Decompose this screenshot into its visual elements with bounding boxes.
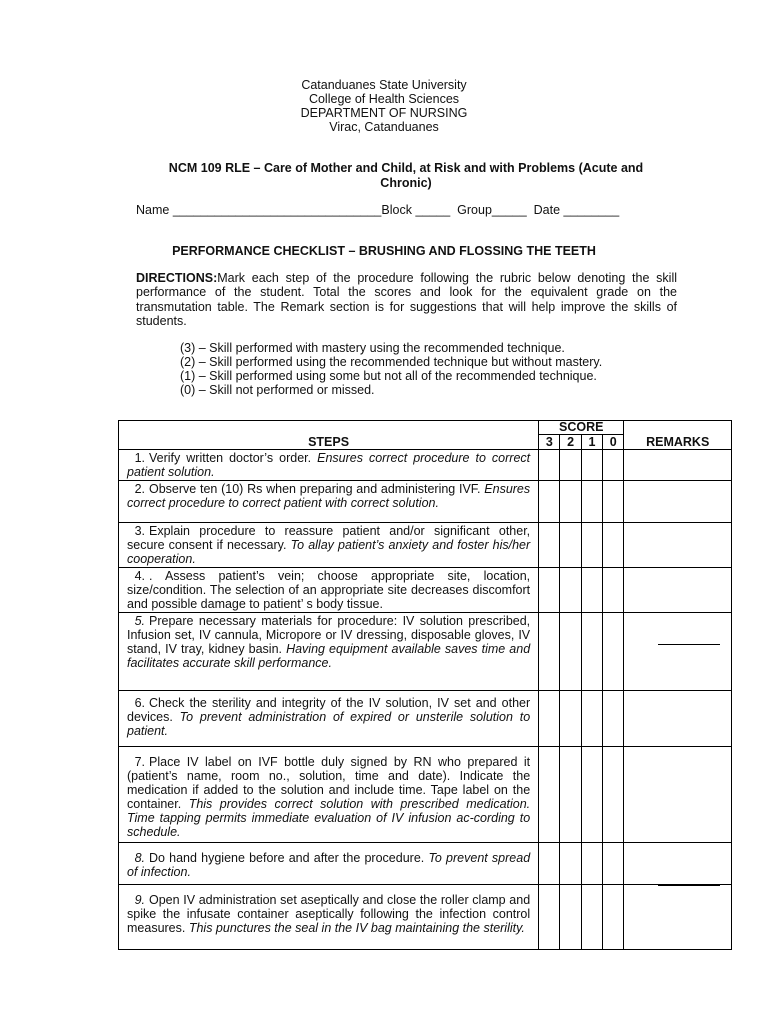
step-text: Observe ten (10) Rs when preparing and administering IVF.: [149, 482, 481, 496]
score-cell-2[interactable]: [560, 450, 581, 481]
step-text: Open IV administration set aseptically and close the roller clamp and spike the infusate container aseptically following the infection control measures.: [127, 893, 531, 935]
score-cell-3[interactable]: [539, 523, 560, 568]
score-cell-2[interactable]: [560, 885, 581, 950]
group-field[interactable]: _____: [491, 203, 527, 217]
checklist-title: PERFORMANCE CHECKLIST – BRUSHING AND FLOSSING THE TEETH: [172, 244, 596, 258]
remarks-cell[interactable]: [624, 523, 732, 568]
table-row: [119, 481, 732, 523]
score-cell-2[interactable]: [560, 747, 581, 843]
date-field[interactable]: ________: [563, 203, 620, 217]
remarks-underline: [658, 885, 720, 886]
remarks-cell[interactable]: [624, 568, 732, 613]
score-cell-0[interactable]: [603, 691, 624, 747]
remarks-cell[interactable]: [624, 481, 732, 523]
step-cell: [119, 691, 539, 747]
date-label: Date: [533, 203, 561, 217]
remarks-cell[interactable]: [624, 843, 732, 885]
score-cell-3[interactable]: [539, 885, 560, 950]
remarks-cell[interactable]: [624, 613, 732, 691]
score-level-1: 1: [581, 435, 602, 450]
score-cell-1[interactable]: [581, 691, 602, 747]
block-field[interactable]: _____: [415, 203, 451, 217]
steps-header: STEPS: [119, 421, 539, 450]
table-row: [119, 523, 732, 568]
score-cell-2[interactable]: [560, 691, 581, 747]
student-info-line: [136, 203, 619, 217]
score-cell-3[interactable]: [539, 481, 560, 523]
document-header: [0, 78, 768, 134]
course-title-line-1: NCM 109 RLE – Care of Mother and Child, at Risk and with Problems (Acute and: [168, 161, 644, 175]
step-number: 8.: [134, 851, 145, 865]
table-row: [119, 843, 732, 885]
score-cell-1[interactable]: [581, 747, 602, 843]
score-cell-0[interactable]: [603, 523, 624, 568]
step-rationale: Having equipment available saves time and facilitates accurate skill performance.: [127, 642, 531, 670]
step-number: 3.: [134, 524, 145, 538]
course-title-line-2: Chronic): [380, 175, 432, 190]
course-title: [136, 161, 676, 190]
step-cell: [119, 523, 539, 568]
score-cell-0[interactable]: [603, 613, 624, 691]
step-cell: [119, 481, 539, 523]
step-rationale: To prevent administration of expired or unsterile solution to patient.: [127, 710, 531, 738]
score-cell-3[interactable]: [539, 613, 560, 691]
scoring-rubric: [180, 341, 602, 397]
step-text: Prepare necessary materials for procedure: IV solution prescribed, Infusion set, IV cannula, Micropore or IV dressing, disposable gloves, IV stand, IV tray, kidney basin.: [127, 614, 531, 656]
step-cell: [119, 613, 539, 691]
department-name: DEPARTMENT OF NURSING: [300, 106, 468, 120]
university-name: Catanduanes State University: [301, 78, 467, 92]
step-number: 1.: [134, 451, 145, 465]
score-cell-0[interactable]: [603, 843, 624, 885]
remarks-cell[interactable]: [624, 691, 732, 747]
step-rationale: This punctures the seal in the IV bag maintaining the sterility.: [188, 921, 525, 935]
score-cell-1[interactable]: [581, 481, 602, 523]
step-text: Do hand hygiene before and after the procedure.: [149, 851, 425, 865]
score-header: SCORE: [539, 421, 624, 435]
table-row: [119, 691, 732, 747]
step-rationale: Ensures correct procedure to correct patient with correct solution.: [127, 482, 531, 510]
step-cell: [119, 843, 539, 885]
directions-paragraph: [136, 271, 677, 328]
score-cell-2[interactable]: [560, 843, 581, 885]
remarks-header: REMARKS: [624, 421, 732, 450]
rubric-item-1: (1) – Skill performed using some but not all of the recommended technique.: [180, 369, 597, 383]
group-label: Group: [457, 203, 492, 217]
checklist-table: [118, 420, 732, 950]
step-text: Check the sterility and integrity of the IV solution, IV set and other devices.: [127, 696, 531, 724]
step-cell: [119, 885, 539, 950]
score-cell-1[interactable]: [581, 843, 602, 885]
step-number: 2.: [134, 482, 145, 496]
step-number: 7.: [134, 755, 145, 769]
directions-label: DIRECTIONS:: [136, 271, 218, 285]
table-row: [119, 613, 732, 691]
step-rationale: This provides correct solution with prescribed medication. Time tapping permits immediate evaluation of IV infusion ac-cording to schedule.: [127, 797, 531, 839]
score-cell-1[interactable]: [581, 613, 602, 691]
step-number: 9.: [134, 893, 145, 907]
score-cell-0[interactable]: [603, 885, 624, 950]
score-cell-0[interactable]: [603, 568, 624, 613]
score-cell-3[interactable]: [539, 691, 560, 747]
score-cell-2[interactable]: [560, 523, 581, 568]
step-cell: [119, 568, 539, 613]
campus-location: Virac, Catanduanes: [329, 120, 439, 134]
score-cell-3[interactable]: [539, 450, 560, 481]
score-cell-1[interactable]: [581, 523, 602, 568]
score-cell-3[interactable]: [539, 568, 560, 613]
step-text: Place IV label on IVF bottle duly signed by RN who prepared it (patient’s name, room no., solution, time and date). Indicate the medication if added to the solution and include time. Tape label on the container.: [127, 755, 531, 811]
rubric-item-3: (3) – Skill performed with mastery using the recommended technique.: [180, 341, 565, 355]
step-rationale: To allay patient’s anxiety and foster his/her cooperation.: [127, 538, 531, 566]
name-field[interactable]: ______________________________: [172, 203, 382, 217]
score-cell-2[interactable]: [560, 568, 581, 613]
step-text: . Assess patient’s vein; choose appropriate site, location, size/condition. The selection of an appropriate site decreases discomfort and possible damage to patient’ s body tissue.: [127, 569, 531, 611]
score-cell-3[interactable]: [539, 747, 560, 843]
score-cell-2[interactable]: [560, 481, 581, 523]
score-cell-3[interactable]: [539, 843, 560, 885]
step-text: Verify written doctor’s order.: [149, 451, 312, 465]
step-rationale: To prevent spread of infection.: [127, 851, 531, 879]
remarks-cell[interactable]: [624, 450, 732, 481]
step-text: Explain procedure to reassure patient and/or significant other, secure consent if necessary.: [127, 524, 531, 552]
rubric-item-0: (0) – Skill not performed or missed.: [180, 383, 375, 397]
step-cell: [119, 747, 539, 843]
rubric-item-2: (2) – Skill performed using the recommended technique but without mastery.: [180, 355, 603, 369]
score-level-0: 0: [603, 435, 624, 450]
score-cell-2[interactable]: [560, 613, 581, 691]
remarks-underline: [658, 644, 720, 645]
score-cell-0[interactable]: [603, 747, 624, 843]
table-row: [119, 450, 732, 481]
score-cell-0[interactable]: [603, 450, 624, 481]
score-cell-1[interactable]: [581, 450, 602, 481]
table-row: [119, 747, 732, 843]
table-row: [119, 568, 732, 613]
score-cell-1[interactable]: [581, 885, 602, 950]
remarks-cell[interactable]: [624, 747, 732, 843]
step-cell: [119, 450, 539, 481]
block-label: Block: [381, 203, 412, 217]
table-row: [119, 885, 732, 950]
score-cell-0[interactable]: [603, 481, 624, 523]
step-number: 4.: [134, 569, 145, 583]
score-level-3: 3: [539, 435, 560, 450]
score-cell-1[interactable]: [581, 568, 602, 613]
step-number: 6.: [134, 696, 145, 710]
name-label: Name: [136, 203, 170, 217]
directions-text: Mark each step of the procedure following the rubric below denoting the skill performance of the student. Total the scores and look for the equivalent grade on the transmutation table. The Remark section is for suggestions that will help improve the skills of students.: [136, 271, 677, 328]
step-number: 5.: [134, 614, 145, 628]
step-rationale: Ensures correct procedure to correct patient solution.: [127, 451, 531, 479]
college-name: College of Health Sciences: [308, 92, 460, 106]
remarks-cell[interactable]: [624, 885, 732, 950]
score-level-2: 2: [560, 435, 581, 450]
